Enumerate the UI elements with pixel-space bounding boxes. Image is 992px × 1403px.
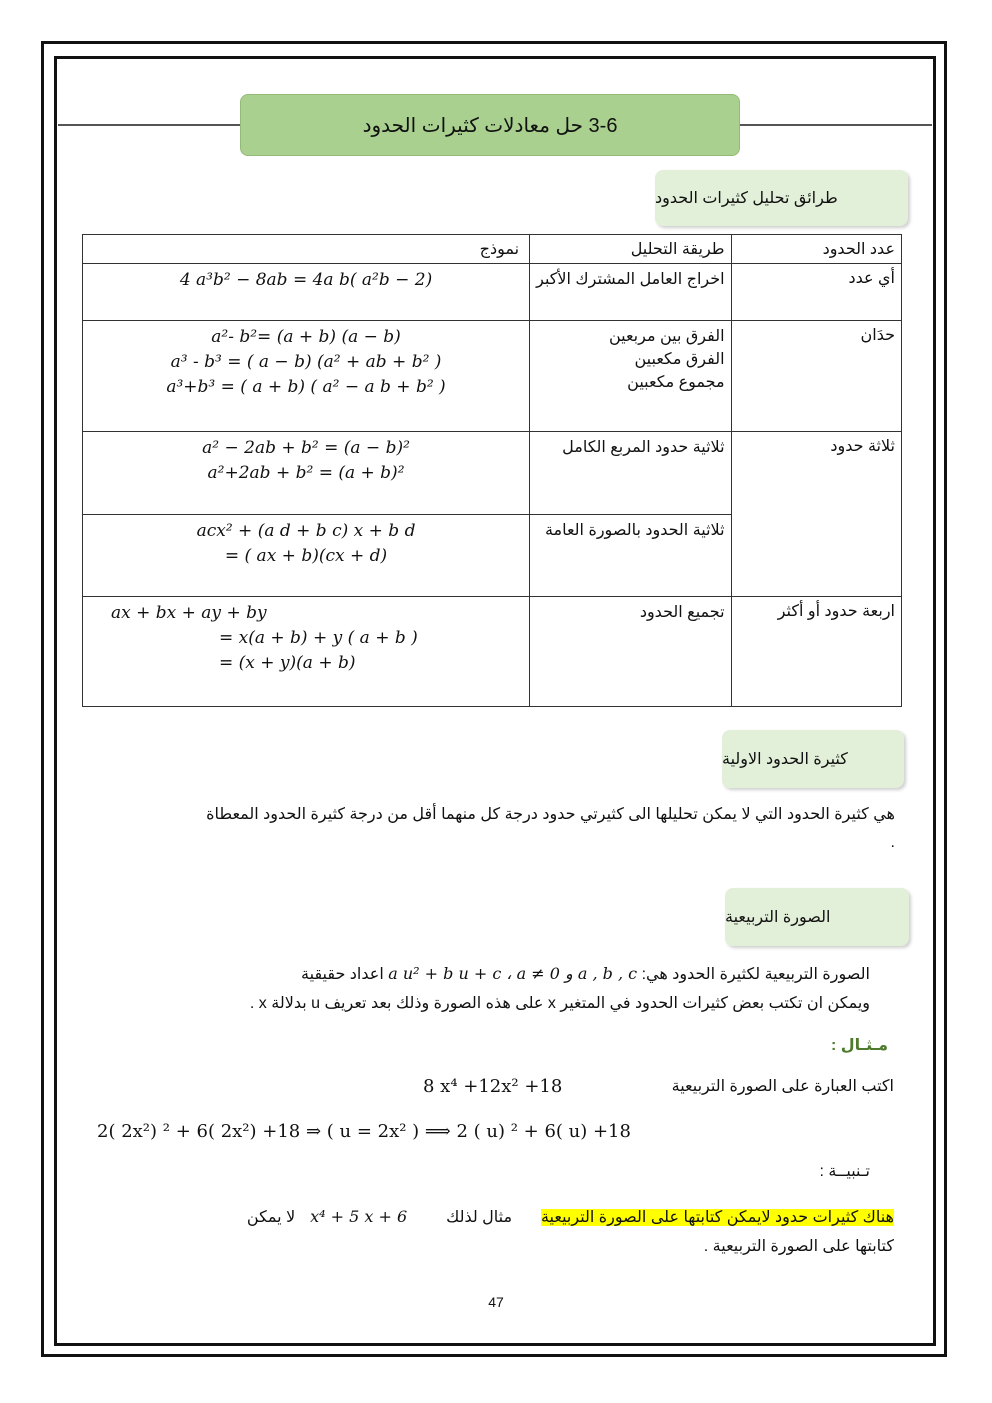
methods-heading-tag: [655, 170, 908, 226]
example-instruction: اكتب العبارة على الصورة التربيعية: [671, 1078, 894, 1095]
count-cell: أي عدد: [731, 264, 901, 321]
quadratic-form-line1: الصورة التربيعية لكثيرة الحدود هي: a u² + b u + c ، a ≠ 0 و a , b , c اعداد حقيقية: [301, 964, 870, 983]
note-expression: x⁴ + 5 x + 6: [310, 1207, 408, 1226]
model-cell: a²- b²= (a + b) (a − b) a³ - b³ = ( a − b) (a² + ab + b² ) a³+b³ = ( a + b) ( a² − a b + b² ): [83, 321, 530, 432]
model-cell: a² − 2ab + b² = (a − b)² a²+2ab + b² = (a + b)²: [83, 432, 530, 515]
title-rule-left: [58, 124, 240, 126]
method-cell: اخراج العامل المشترك الأكبر: [530, 264, 732, 321]
quadratic-form-math: a u² + b u + c ، a ≠ 0 و a , b , c: [388, 964, 638, 983]
note-line2: كتابتها على الصورة التربيعية .: [703, 1238, 894, 1255]
quadratic-form-tag: [725, 888, 909, 946]
example-label: مـثـال :: [830, 1037, 888, 1054]
header-count: عدد الحدود: [731, 235, 901, 264]
method-cell: تجميع الحدود: [530, 597, 732, 707]
header-method: طريقة التحليل: [530, 235, 732, 264]
methods-heading: طرائق تحليل كثيرات الحدود: [655, 190, 838, 207]
note-label: تـنبيــة :: [819, 1163, 870, 1180]
example-expression: 8 x⁴ +12x² +18: [423, 1076, 563, 1097]
table-row: [83, 432, 902, 515]
page-number: 47: [488, 1294, 504, 1310]
header-model: نموذج: [83, 235, 530, 264]
factoring-methods-table: [82, 234, 902, 707]
model-cell: acx² + (a d + b c) x + b d = ( ax + b)(cx + d): [83, 515, 530, 597]
section-title-text: 3-6 حل معادلات كثيرات الحدود: [362, 114, 618, 137]
table-row: [83, 597, 902, 707]
example-solution: 2( 2x²) ² + 6( 2x²) +18 ⇒ ( u = 2x² ) ⟹ 2 ( u) ² + 6( u) +18: [97, 1121, 631, 1142]
title-rule-right: [740, 124, 932, 126]
quadratic-form-line2: ويمكن ان تكتب بعض كثيرات الحدود في المتغير x على هذه الصورة وذلك بعد تعريف u بدلالة x .: [249, 995, 870, 1012]
note-line1: هناك كثيرات حدود لايمكن كتابتها على الصورة التربيعية مثال لذلك x⁴ + 5 x + 6 لا يمكن: [246, 1207, 894, 1226]
section-title: [240, 94, 740, 156]
quadratic-form-heading: الصورة التربيعية: [725, 909, 831, 926]
note-highlight: هناك كثيرات حدود لايمكن كتابتها على الصورة التربيعية: [540, 1209, 894, 1226]
table-row: [83, 321, 902, 432]
model-cell: ax + bx + ay + by = x(a + b) + y ( a + b ) = (x + y)(a + b): [83, 597, 530, 707]
method-cell: ثلاثية الحدود بالصورة العامة: [530, 515, 732, 597]
prime-polynomial-tag: [722, 730, 904, 788]
count-cell: حدَان: [731, 321, 901, 432]
count-cell: اربعة حدود أو أكثر: [731, 597, 901, 707]
table-header-row: [83, 235, 902, 264]
method-cell: الفرق بين مربعين الفرق مكعبين مجموع مكعبين: [530, 321, 732, 432]
table-row: [83, 264, 902, 321]
count-cell: ثلاثة حدود: [731, 432, 901, 597]
model-cell: 4 a³b² − 8ab = 4a b( a²b − 2): [83, 264, 530, 321]
prime-polynomial-heading: كثيرة الحدود الاولية: [722, 751, 848, 768]
prime-polynomial-definition: هي كثيرة الحدود التي لا يمكن تحليلها الى كثيرتي حدود درجة كل منهما أقل من درجة كثيرة الحدود المعطاة .: [206, 806, 895, 851]
method-cell: ثلاثية حدود المربع الكامل: [530, 432, 732, 515]
